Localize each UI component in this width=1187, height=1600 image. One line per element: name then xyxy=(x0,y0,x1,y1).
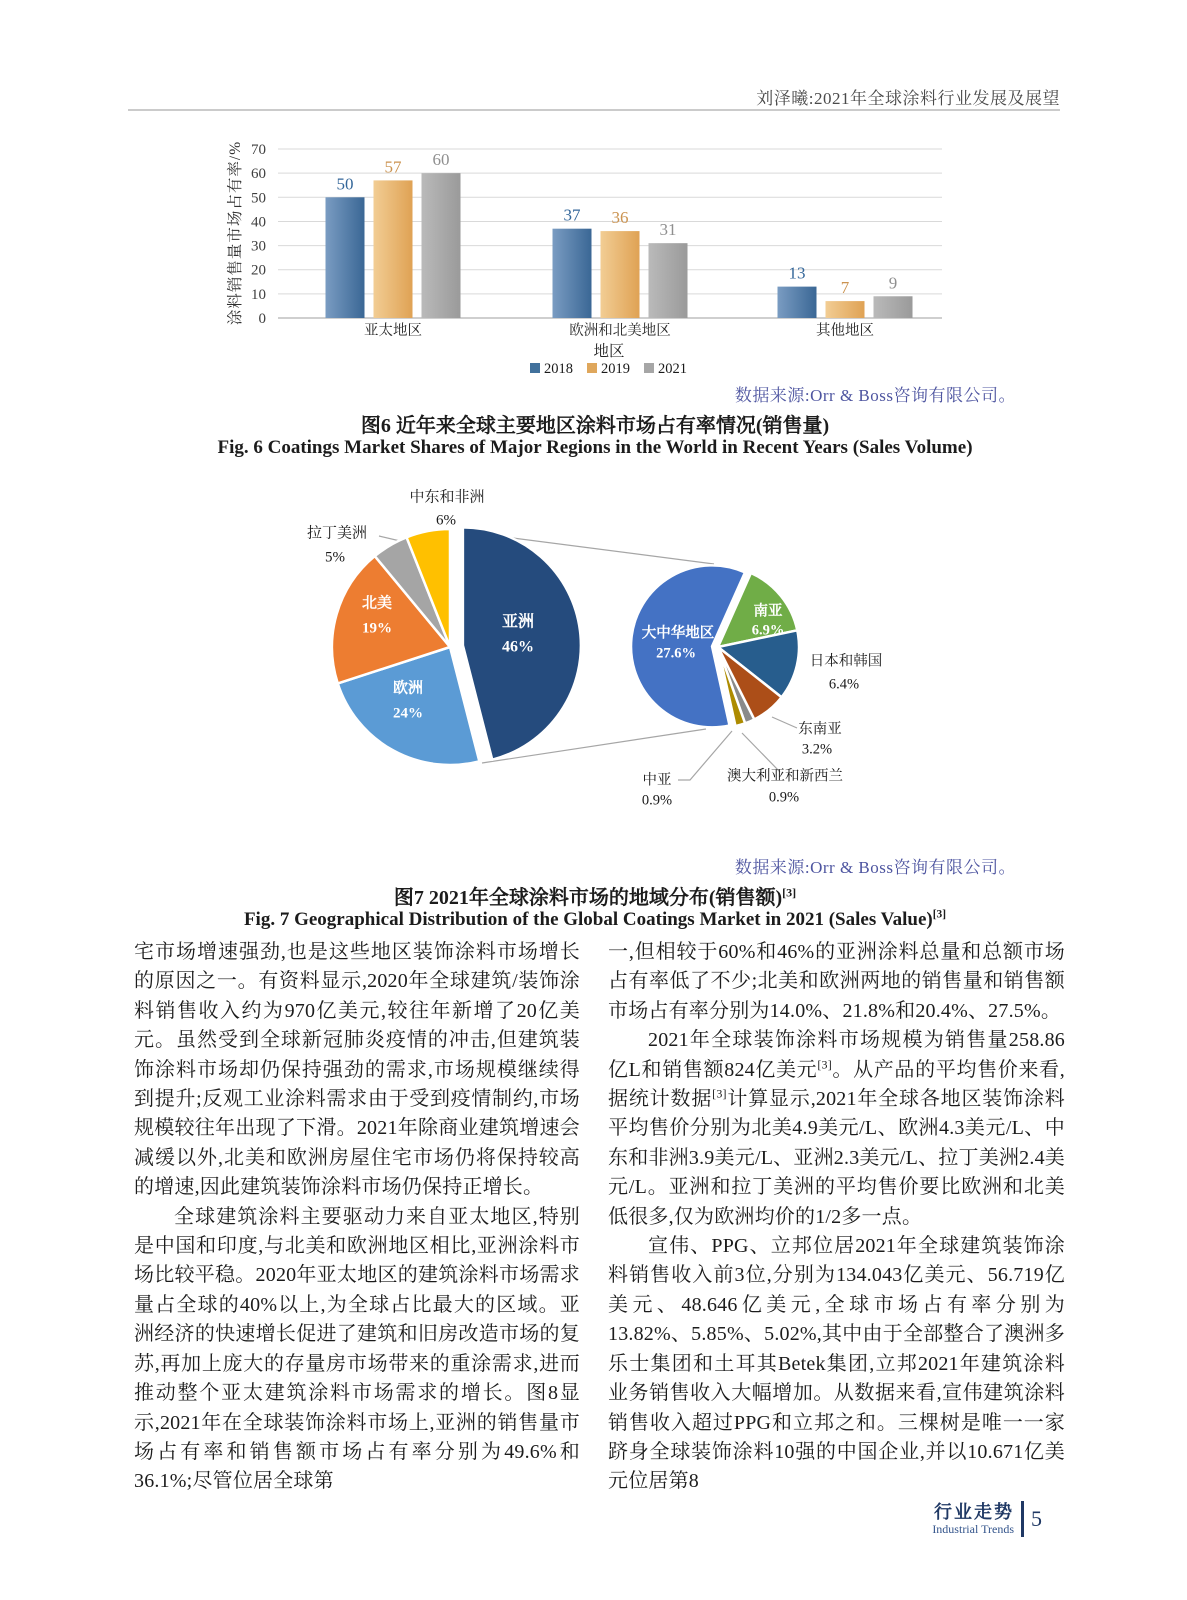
pie-pct-中亚: 0.9% xyxy=(641,792,673,809)
bar-2018-欧洲和北美地区 xyxy=(553,229,592,318)
figure6-data-source: 数据来源:Orr & Boss咨询有限公司。 xyxy=(734,386,1016,405)
y-tick-label: 60 xyxy=(251,166,266,183)
legend-label-2021: 2021 xyxy=(658,361,687,377)
pie-label-中东和非洲: 中东和非洲 xyxy=(409,489,485,506)
page-number: 5 xyxy=(1031,1506,1042,1531)
figure7-data-source: 数据来源:Orr & Boss咨询有限公司。 xyxy=(734,858,1016,877)
figure6-caption-en: Fig. 6 Coatings Market Shares of Major Regions in the World in Recent Years (Sales Volume) xyxy=(217,437,973,458)
bar-2019-其他地区 xyxy=(826,301,865,318)
body-paragraph-right-1: 一,但相较于60%和46%的亚洲涂料总量和总额市场占有率低了不少;北美和欧洲两地的销售量和销售额市场占有率分别为14.0%、21.8%和20.4%、27.5%。 xyxy=(608,941,1065,1022)
pie-label-日本和韩国: 日本和韩国 xyxy=(809,653,883,670)
bar-value-label: 60 xyxy=(432,150,450,170)
legend-swatch-2019 xyxy=(587,363,597,373)
pie-label-中亚: 中亚 xyxy=(642,772,672,789)
pie-pct-大中华地区: 27.6% xyxy=(656,645,696,662)
running-title: 刘泽曦:2021年全球涂料行业发展及展望 xyxy=(756,89,1060,108)
figure6-bar-chart xyxy=(130,135,1010,390)
pie-pct-日本和韩国: 6.4% xyxy=(828,676,860,693)
footer-section-zh: 行业走势 xyxy=(934,1502,1014,1522)
bar-value-label: 57 xyxy=(384,157,402,177)
pie-pct-亚洲: 46% xyxy=(502,638,534,656)
pie-label-欧洲: 欧洲 xyxy=(392,680,424,697)
x-axis-title: 地区 xyxy=(593,343,625,360)
pie-label-大中华地区: 大中华地区 xyxy=(641,625,715,642)
body-paragraph-left-2: 全球建筑涂料主要驱动力来自亚太地区,特别是中国和印度,与北美和欧洲地区相比,亚洲涂料市场比较平稳。2020年亚太地区的建筑涂料市场需求量占全球的40%以上,为全球占比最大的区域。亚洲经济的快速增长促进了建筑和旧房改造市场的复苏,再加上庞大的存量房市场带来的重涂需求,进而推动整个亚太建筑涂料市场需求的增长。图8显示,2021年在全球装饰涂料市场上,亚洲的销售量市场占有率和销售额市场占有率分别为49.6%和36.1%;尽管位居全球第 xyxy=(134,1205,580,1493)
pie-label-拉丁美洲: 拉丁美洲 xyxy=(306,525,368,542)
pie-label-东南亚: 东南亚 xyxy=(798,721,842,738)
y-tick-label: 10 xyxy=(251,286,266,303)
pie-pct-欧洲: 24% xyxy=(393,705,423,722)
body-paragraph-right-2: 2021年全球装饰涂料市场规模为销售量258.86亿L和销售额824亿美元[3]。从产品的平均售价来看,据统计数据[3]计算显示,2021年全球各地区装饰涂料平均售价分别为北美4.9美元/L、欧洲4.3美元/L、中东和非洲3.9美元/L、亚洲2.3美元/L、拉丁美洲2.4美元/L。亚洲和拉丁美洲的平均售价要比欧洲和北美低很多,仅为欧洲均价的1/2多一点。 xyxy=(608,1029,1065,1228)
bar-2019-亚太地区 xyxy=(374,180,413,318)
bar-2018-亚太地区 xyxy=(326,197,365,318)
legend-label-2019: 2019 xyxy=(601,361,630,377)
pie-pct-中东和非洲: 6% xyxy=(436,512,456,529)
pie-pct-澳大利亚和新西兰: 0.9% xyxy=(768,789,800,806)
y-axis-title: 涂料销售量市场占有率/% xyxy=(227,140,244,326)
body-column-left xyxy=(134,938,580,1497)
bar-value-label: 13 xyxy=(788,263,806,283)
pie-pct-南亚: 6.9% xyxy=(751,622,785,639)
figure7-caption-zh: 图7 2021年全球涂料市场的地域分布(销售额)[3] xyxy=(393,885,797,909)
y-tick-label: 70 xyxy=(251,142,266,159)
pie-label-南亚: 南亚 xyxy=(753,603,783,620)
body-paragraph-left-1: 宅市场增速强劲,也是这些地区装饰涂料市场增长的原因之一。有资料显示,2020年全球建筑/装饰涂料销售收入约为970亿美元,较往年新增了20亿美元。虽然受到全球新冠肺炎疫情的冲击,但建筑装饰涂料市场却仍保持强劲的需求,市场规模继续得到提升;反观工业涂料需求由于受到疫情制约,市场规模较往年出现了下滑。2021年除商业建筑增速会减缓以外,北美和欧洲房屋住宅市场仍将保持较高的增速,因此建筑装饰涂料市场仍保持正增长。 xyxy=(134,941,580,1199)
pie-pct-拉丁美洲: 5% xyxy=(325,549,345,566)
bar-2018-其他地区 xyxy=(778,287,817,318)
figure7-pie-charts xyxy=(130,478,1070,838)
legend-swatch-2021 xyxy=(644,363,654,373)
footer-divider-bar xyxy=(1021,1501,1024,1537)
figure6-caption-zh: 图6 近年来全球主要地区涂料市场占有率情况(销售量) xyxy=(360,415,830,437)
pie-fig7-main xyxy=(307,488,581,765)
bar-value-label: 7 xyxy=(840,278,850,298)
bar-value-label: 50 xyxy=(336,174,354,194)
footer-section-en: Industrial Trends xyxy=(932,1522,1014,1536)
bar-2021-欧洲和北美地区 xyxy=(649,243,688,318)
bar-2019-欧洲和北美地区 xyxy=(601,231,640,318)
bar-value-label: 9 xyxy=(888,273,898,293)
pie-label-亚洲: 亚洲 xyxy=(501,613,535,631)
y-tick-label: 50 xyxy=(251,190,266,207)
y-tick-label: 30 xyxy=(251,238,266,255)
bar-value-label: 36 xyxy=(611,208,629,228)
pie-label-北美: 北美 xyxy=(361,595,393,612)
y-tick-label: 0 xyxy=(258,311,266,327)
bar-2021-亚太地区 xyxy=(422,173,461,318)
legend xyxy=(530,361,687,377)
x-category-label: 亚太地区 xyxy=(364,323,422,339)
legend-swatch-2018 xyxy=(530,363,540,373)
legend-label-2018: 2018 xyxy=(544,361,573,377)
bar-2021-其他地区 xyxy=(874,296,913,318)
y-tick-label: 40 xyxy=(251,214,266,231)
page-footer xyxy=(932,1501,1042,1537)
pie-pct-北美: 19% xyxy=(362,620,392,637)
body-column-right xyxy=(608,938,1065,1497)
body-paragraph-right-3: 宣伟、PPG、立邦位居2021年全球建筑装饰涂料销售收入前3位,分别为134.043亿美元、56.719亿美元、48.646亿美元,全球市场占有率分别为13.82%、5.85%、5.02%,其中由于全部整合了澳洲多乐士集团和土耳其Betek集团,立邦2021年建筑涂料业务销售收入大幅增加。从数据来看,宣伟建筑涂料销售收入超过PPG和立邦之和。三棵树是唯一一家跻身全球装饰涂料10强的中国企业,并以10.671亿美元位居第8 xyxy=(608,1235,1065,1493)
figure7-caption-en: Fig. 7 Geographical Distribution of the Global Coatings Market in 2021 (Sales Value)[3] xyxy=(243,908,947,930)
bar-value-label: 37 xyxy=(563,205,581,225)
pie-pct-东南亚: 3.2% xyxy=(801,741,833,758)
pie-fig7-sub xyxy=(631,565,882,808)
bar-value-label: 31 xyxy=(659,220,677,240)
x-category-label: 欧洲和北美地区 xyxy=(569,323,671,339)
y-tick-label: 20 xyxy=(251,262,266,279)
x-category-label: 其他地区 xyxy=(816,323,874,339)
bar-series-2021 xyxy=(422,150,913,318)
header-divider xyxy=(128,109,1060,111)
footer-section-labels xyxy=(932,1502,1014,1536)
pie-label-澳大利亚和新西兰: 澳大利亚和新西兰 xyxy=(727,768,843,785)
